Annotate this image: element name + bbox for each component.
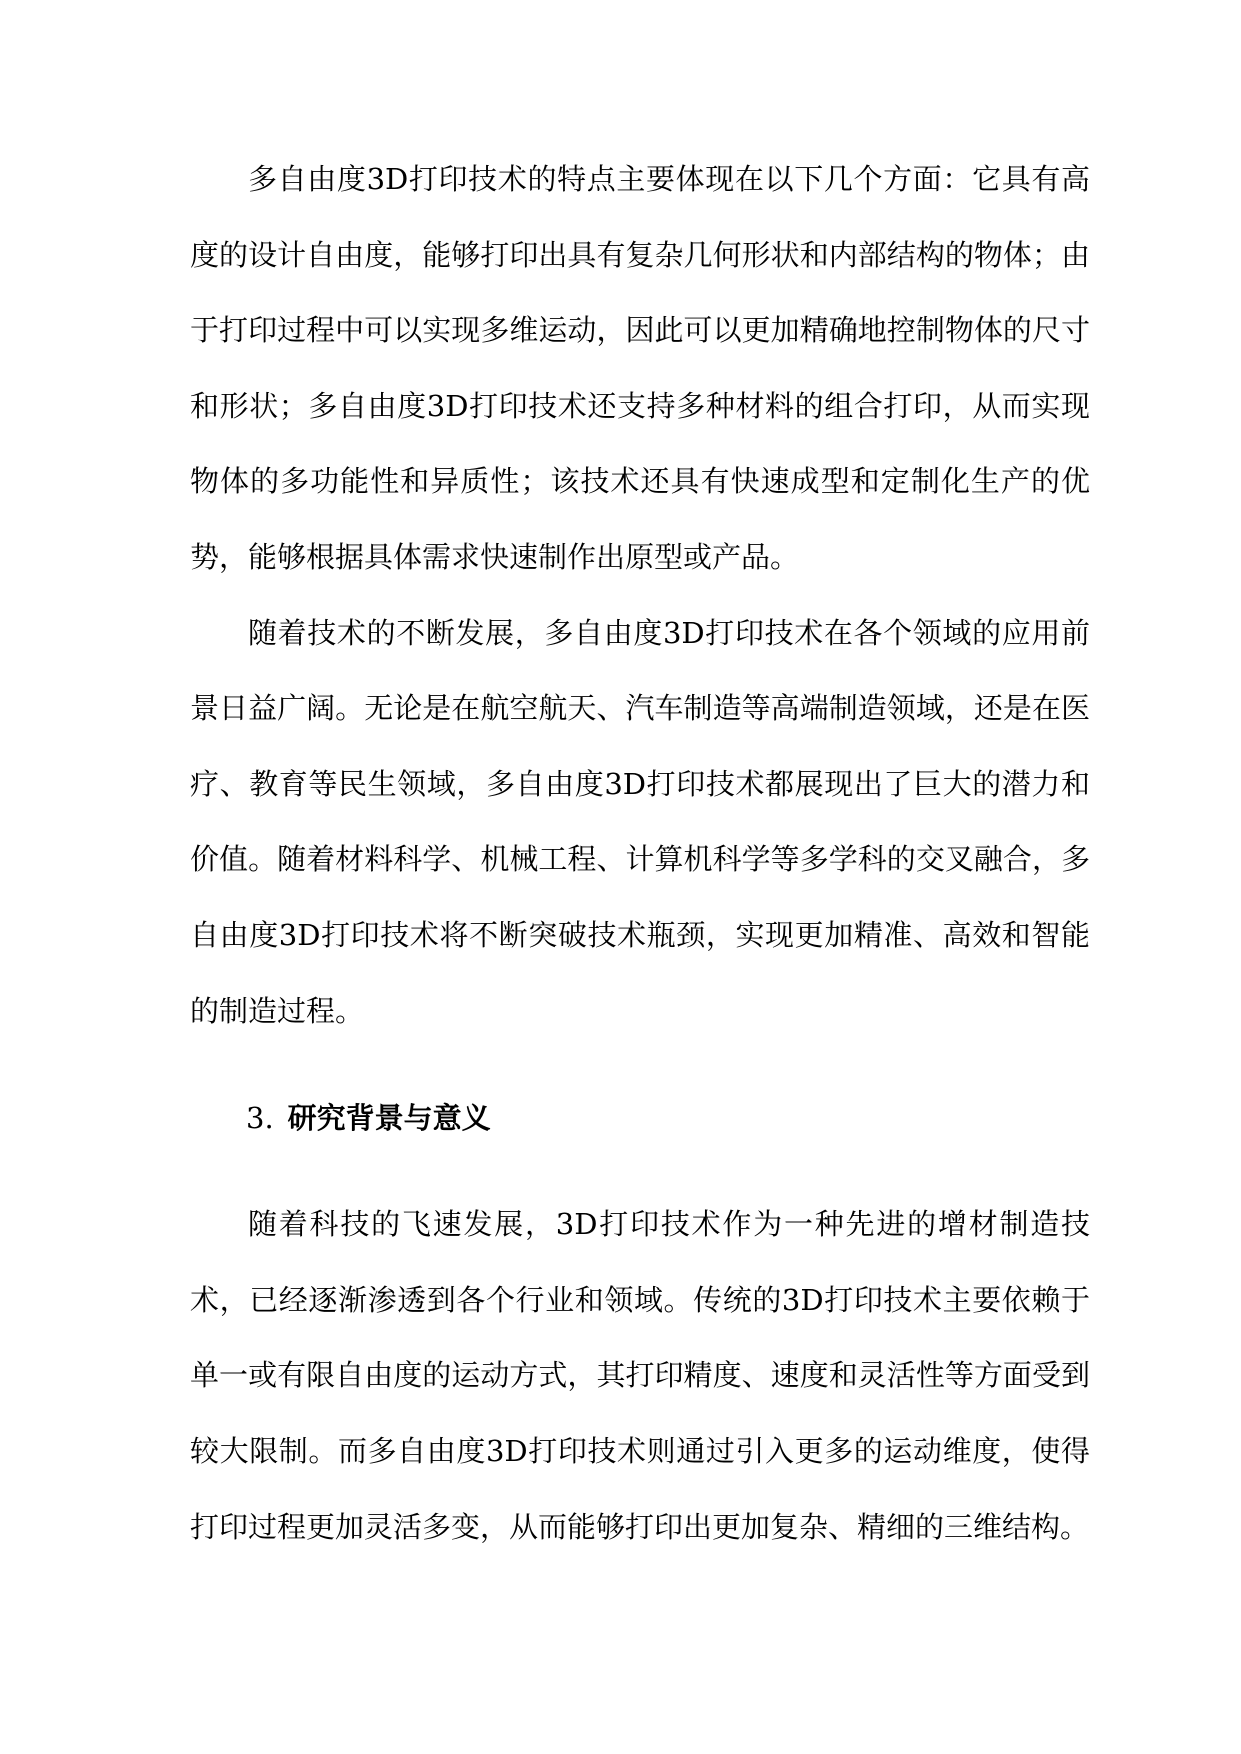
section-heading	[190, 1049, 1090, 1187]
paragraph-features: 多自由度3D打印技术的特点主要体现在以下几个方面：它具有高度的设计自由度，能够打印出具有复杂几何形状和内部结构的物体；由于打印过程中可以实现多维运动，因此可以更加精确地控制物体的尺寸和形状；多自由度3D打印技术还支持多种材料的组合打印，从而实现物体的多功能性和异质性；该技术还具有快速成型和定制化生产的优势，能够根据具体需求快速制作出原型或产品。	[190, 162, 1090, 574]
paragraph-applications: 随着技术的不断发展，多自由度3D打印技术在各个领域的应用前景日益广阔。无论是在航空航天、汽车制造等高端制造领域，还是在医疗、教育等民生领域，多自由度3D打印技术都展现出了巨大的潜力和价值。随着材料科学、机械工程、计算机科学等多学科的交叉融合，多自由度3D打印技术将不断突破技术瓶颈，实现更加精准、高效和智能的制造过程。	[190, 615, 1090, 1028]
page-content	[190, 142, 1090, 1565]
section-title: 研究背景与意义	[287, 1101, 491, 1136]
section-number: 3.	[246, 1101, 274, 1136]
paragraph-background: 随着科技的飞速发展，3D打印技术作为一种先进的增材制造技术，已经逐渐渗透到各个行业和领域。传统的3D打印技术主要依赖于单一或有限自由度的运动方式，其打印精度、速度和灵活性等方面受到较大限制。而多自由度3D打印技术则通过引入更多的运动维度，使得打印过程更加灵活多变，从而能够打印出更加复杂、精细的三维结构。	[190, 1207, 1090, 1544]
